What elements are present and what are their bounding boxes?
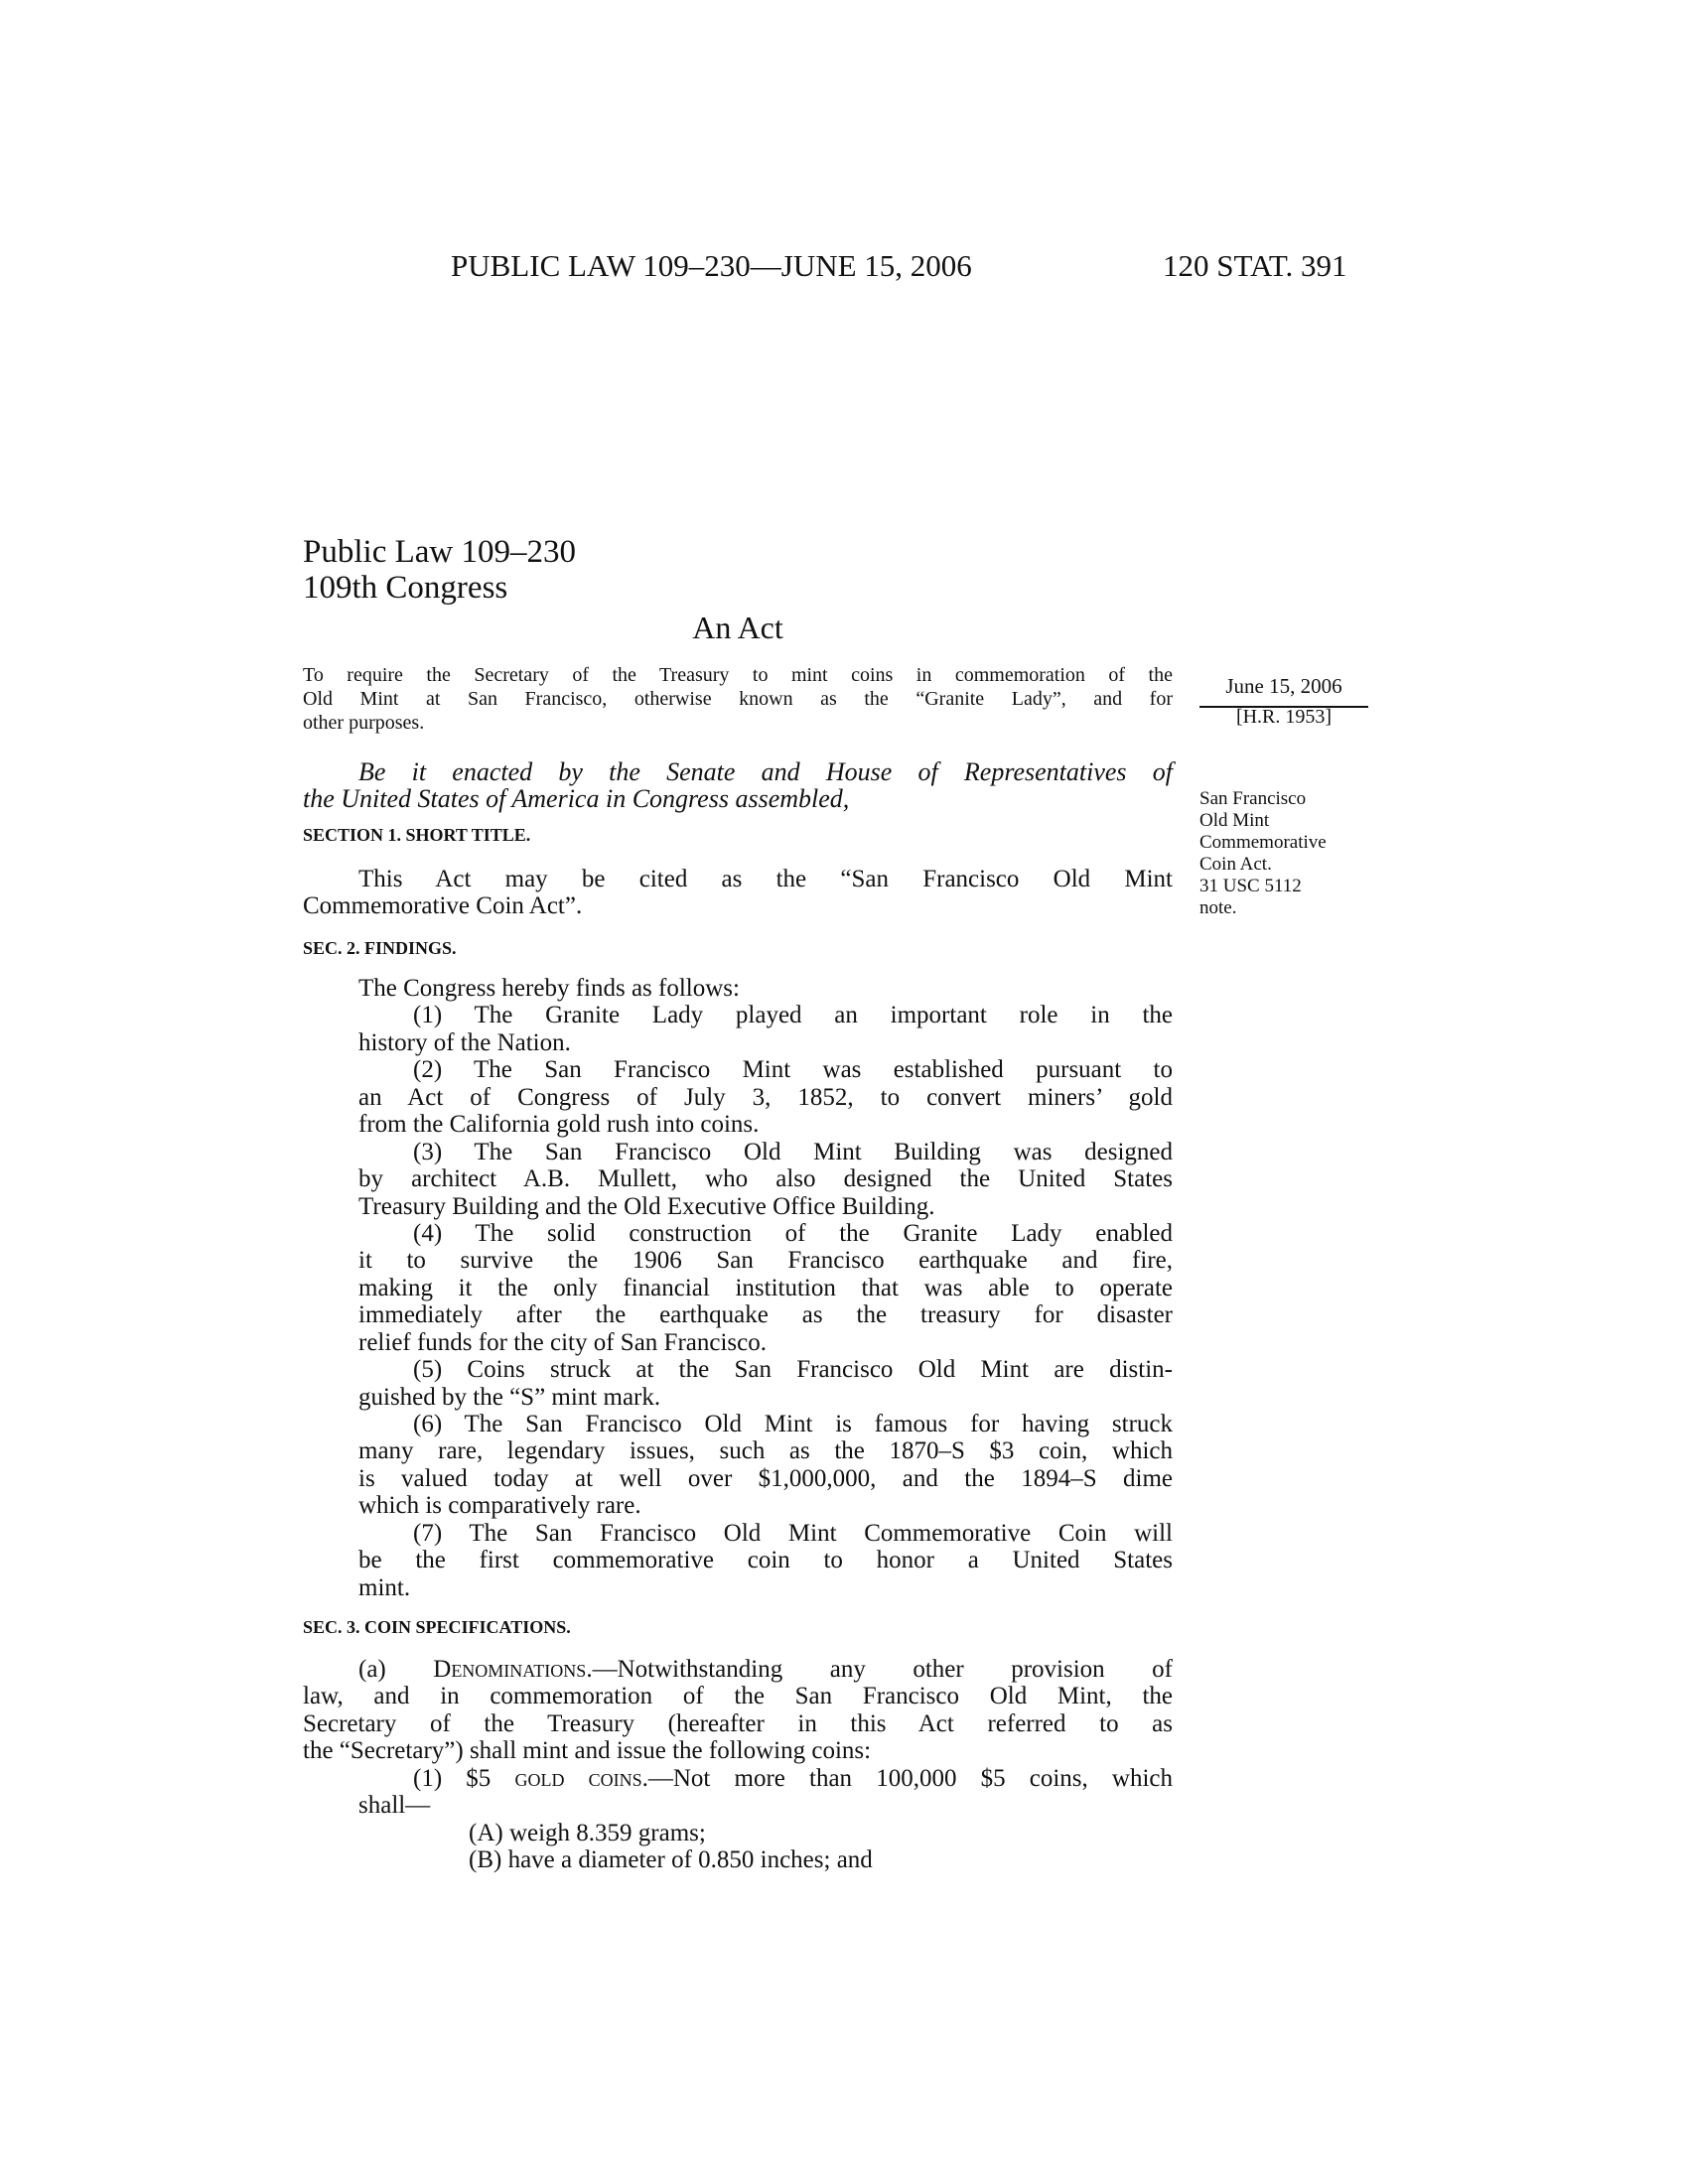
section-2-body — [303, 975, 1173, 1601]
text-segment: .—Not more than 100,000 $5 coins, which — [641, 1764, 1174, 1792]
text-line: This Act may be cited as the “San Francisco Old Mint — [358, 866, 1173, 892]
text-line: (A) weigh 8.359 grams; — [469, 1819, 706, 1846]
text-line: Be it enacted by the Senate and House of Representatives of — [358, 757, 1173, 786]
text-line: the United States of America in Congress assembled, — [303, 784, 850, 814]
margin-note-line: Commemorative — [1199, 832, 1327, 853]
text-line: an Act of Congress of July 3, 1852, to convert miners’ gold — [358, 1083, 1173, 1111]
text-line: Treasury Building and the Old Executive Office Building. — [358, 1192, 935, 1220]
margin-note-line: 31 USC 5112 — [1199, 876, 1302, 896]
text-line: other purposes. — [303, 712, 425, 734]
text-line: Secretary of the Treasury (hereafter in this Act referred to as — [303, 1709, 1173, 1737]
margin-note-line: note. — [1199, 897, 1237, 918]
text-line: shall— — [358, 1792, 431, 1820]
running-title: PUBLIC LAW 109–230—JUNE 15, 2006 — [451, 248, 972, 283]
text-segment: (1) $5 — [413, 1764, 515, 1792]
text-line: history of the Nation. — [358, 1028, 571, 1056]
text-line: (6) The San Francisco Old Mint is famous for having struck — [413, 1411, 1173, 1437]
bill-number: [H.R. 1953] — [1235, 706, 1333, 728]
text-line: the “Secretary”) shall mint and issue the following coins: — [303, 1737, 872, 1765]
section-1-heading: SECTION 1. SHORT TITLE. — [303, 825, 531, 845]
congress: 109th Congress — [303, 570, 508, 606]
margin-note — [1199, 788, 1327, 919]
text-line: The Congress hereby finds as follows: — [358, 975, 740, 1002]
text-line: guished by the “S” mint mark. — [358, 1383, 661, 1411]
text-line: Commemorative Coin Act”. — [303, 892, 583, 920]
section-3-body — [303, 1656, 1173, 1874]
margin-note-line: Coin Act. — [1199, 854, 1272, 875]
text-line: (4) The solid construction of the Granite Lady enabled — [413, 1219, 1173, 1247]
text-line: mint. — [358, 1573, 411, 1601]
section-1-body — [303, 866, 1173, 920]
margin-note-line: Old Mint — [1199, 810, 1270, 831]
text-line: is valued today at well over $1,000,000, and the 1894–S dime — [358, 1464, 1173, 1492]
text-line: which is comparatively rare. — [358, 1492, 641, 1520]
section-3-heading: SEC. 3. COIN SPECIFICATIONS. — [303, 1617, 571, 1637]
enactment-date: June 15, 2006 — [1225, 674, 1342, 698]
page-number: 120 STAT. 391 — [1163, 248, 1347, 283]
text-line: many rare, legendary issues, such as the 1870–S $3 coin, which — [358, 1437, 1173, 1465]
section-2-heading: SEC. 2. FINDINGS. — [303, 938, 457, 958]
text-line: (7) The San Francisco Old Mint Commemorative Coin will — [413, 1519, 1173, 1547]
text-line: To require the Secretary of the Treasury to mint coins in commemoration of the — [303, 664, 1173, 686]
small-caps-heading: gold coins — [514, 1764, 642, 1792]
text-line: (5) Coins struck at the San Francisco Old Mint are distin- — [413, 1356, 1173, 1384]
act-label: An Act — [692, 610, 783, 645]
margin-note-line: San Francisco — [1199, 788, 1307, 809]
text-line: from the California gold rush into coins. — [358, 1111, 760, 1139]
text-line: Old Mint at San Francisco, otherwise known as the “Granite Lady”, and for — [303, 688, 1173, 710]
text-line: by architect A.B. Mullett, who also designed the United States — [358, 1165, 1173, 1193]
text-line: (2) The San Francisco Mint was established pursuant to — [413, 1056, 1173, 1084]
text-line — [303, 1765, 1173, 1792]
text-line: making it the only financial institution that was able to operate — [358, 1274, 1173, 1301]
small-caps-heading: enominations — [451, 1656, 587, 1683]
text-segment: .—Notwithstanding any other provision of — [586, 1656, 1173, 1683]
text-line: law, and in commemoration of the San Francisco Old Mint, the — [303, 1683, 1173, 1710]
text-line: it to survive the 1906 San Francisco earthquake and fire, — [358, 1247, 1173, 1275]
enacting-clause — [303, 758, 1173, 813]
law-number: Public Law 109–230 — [303, 534, 576, 570]
text-line: immediately after the earthquake as the treasury for disaster — [358, 1301, 1173, 1329]
text-segment: (a) D — [358, 1656, 452, 1683]
purpose-clause — [303, 663, 1173, 735]
text-line — [303, 1656, 1173, 1683]
text-line: relief funds for the city of San Francisco. — [358, 1328, 767, 1356]
text-line: (3) The San Francisco Old Mint Building was designed — [413, 1138, 1173, 1165]
text-line: (1) The Granite Lady played an important role in the — [413, 1002, 1173, 1029]
text-line: (B) have a diameter of 0.850 inches; and — [469, 1846, 873, 1874]
text-line: be the first commemorative coin to honor a United States — [358, 1547, 1173, 1574]
